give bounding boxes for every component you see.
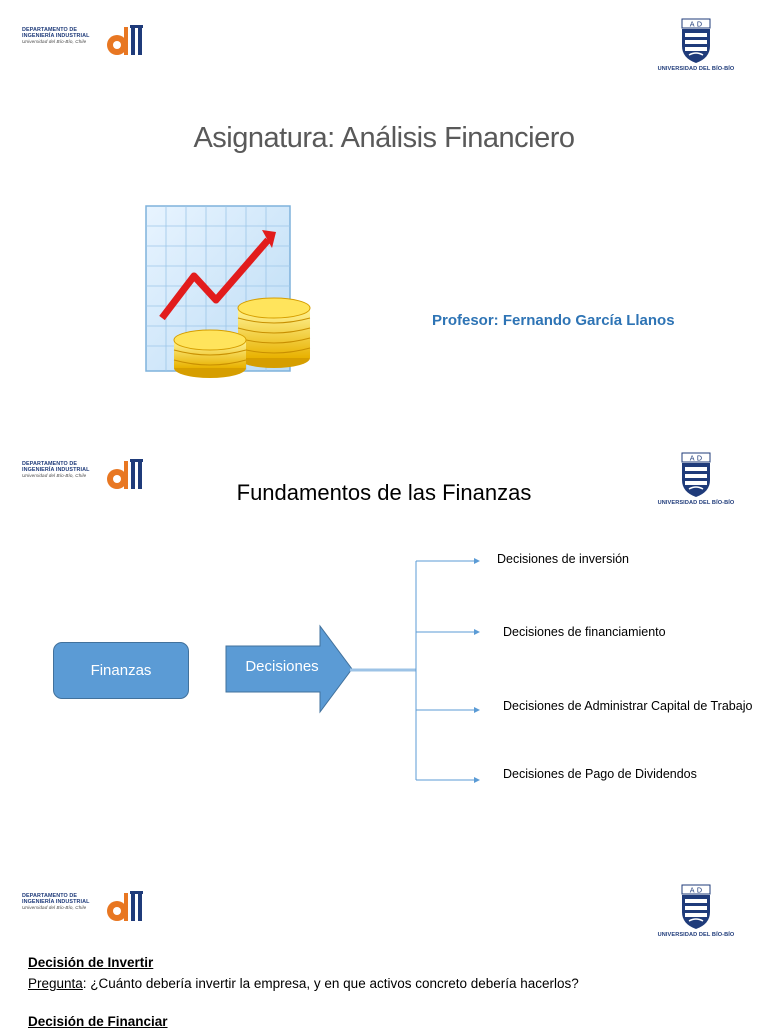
finanzas-box-label: Finanzas [90,662,152,679]
decisions-arrow-label: Decisiones [245,658,319,675]
university-logo [650,18,742,78]
university-name: UNIVERSIDAD DEL BÍO-BÍO [657,500,735,506]
dept-logo-line2: INGENIERÍA INDUSTRIAL [22,467,90,474]
dept-logo-line1: DEPARTAMENTO DE [22,461,78,467]
dept-logo-line3: Universidad del Bío-Bío, Chile [22,905,87,911]
university-logo [650,884,742,944]
chart-with-coins-icon [140,200,320,380]
finanzas-box [53,642,189,699]
university-name: UNIVERSIDAD DEL BÍO-BÍO [657,932,735,938]
dii-mark-icon [104,24,146,58]
section-heading-financiar: Decisión de Financiar [28,1014,168,1029]
branch-label-capital-trabajo: Decisiones de Administrar Capital de Trabajo [503,699,753,713]
dept-logo [22,890,146,924]
professor-name: Profesor: Fernando García Llanos [432,312,675,329]
slide2-title: Fundamentos de las Finanzas [236,480,532,505]
slide1-title: Asignatura: Análisis Financiero [193,122,575,154]
branch-connectors [350,555,490,785]
branch-label-financiamiento: Decisiones de financiamiento [503,625,666,639]
dept-logo [22,24,146,58]
dept-logo-line2: INGENIERÍA INDUSTRIAL [22,33,90,40]
university-shield-icon [680,452,712,498]
university-shield-icon [680,884,712,930]
question-text: : ¿Cuánto debería invertir la empresa, y en que activos concreto debería hacerlos? [82,976,579,991]
dept-logo-line3: Universidad del Bío-Bío, Chile [22,473,87,479]
dept-logo [22,458,146,492]
university-name: UNIVERSIDAD DEL BÍO-BÍO [657,66,735,72]
branch-label-inversion: Decisiones de inversión [497,552,630,566]
shield-letters: A D [689,454,703,463]
question-label: Pregunta [28,976,83,991]
dept-logo-line3: Universidad del Bío-Bío, Chile [22,39,87,45]
dept-logo-line1: DEPARTAMENTO DE [22,893,78,899]
section-heading-invertir: Decisión de Invertir [28,955,154,970]
dept-logo-line1: DEPARTAMENTO DE [22,27,78,33]
section-question-invertir [28,976,579,991]
dept-logo-line2: INGENIERÍA INDUSTRIAL [22,899,90,906]
dii-mark-icon [104,890,146,924]
dii-mark-icon [104,458,146,492]
branch-label-dividendos: Decisiones de Pago de Dividendos [503,767,697,781]
university-shield-icon [680,18,712,64]
university-logo [650,452,742,512]
shield-letters: A D [689,20,703,29]
shield-letters: A D [689,886,703,895]
